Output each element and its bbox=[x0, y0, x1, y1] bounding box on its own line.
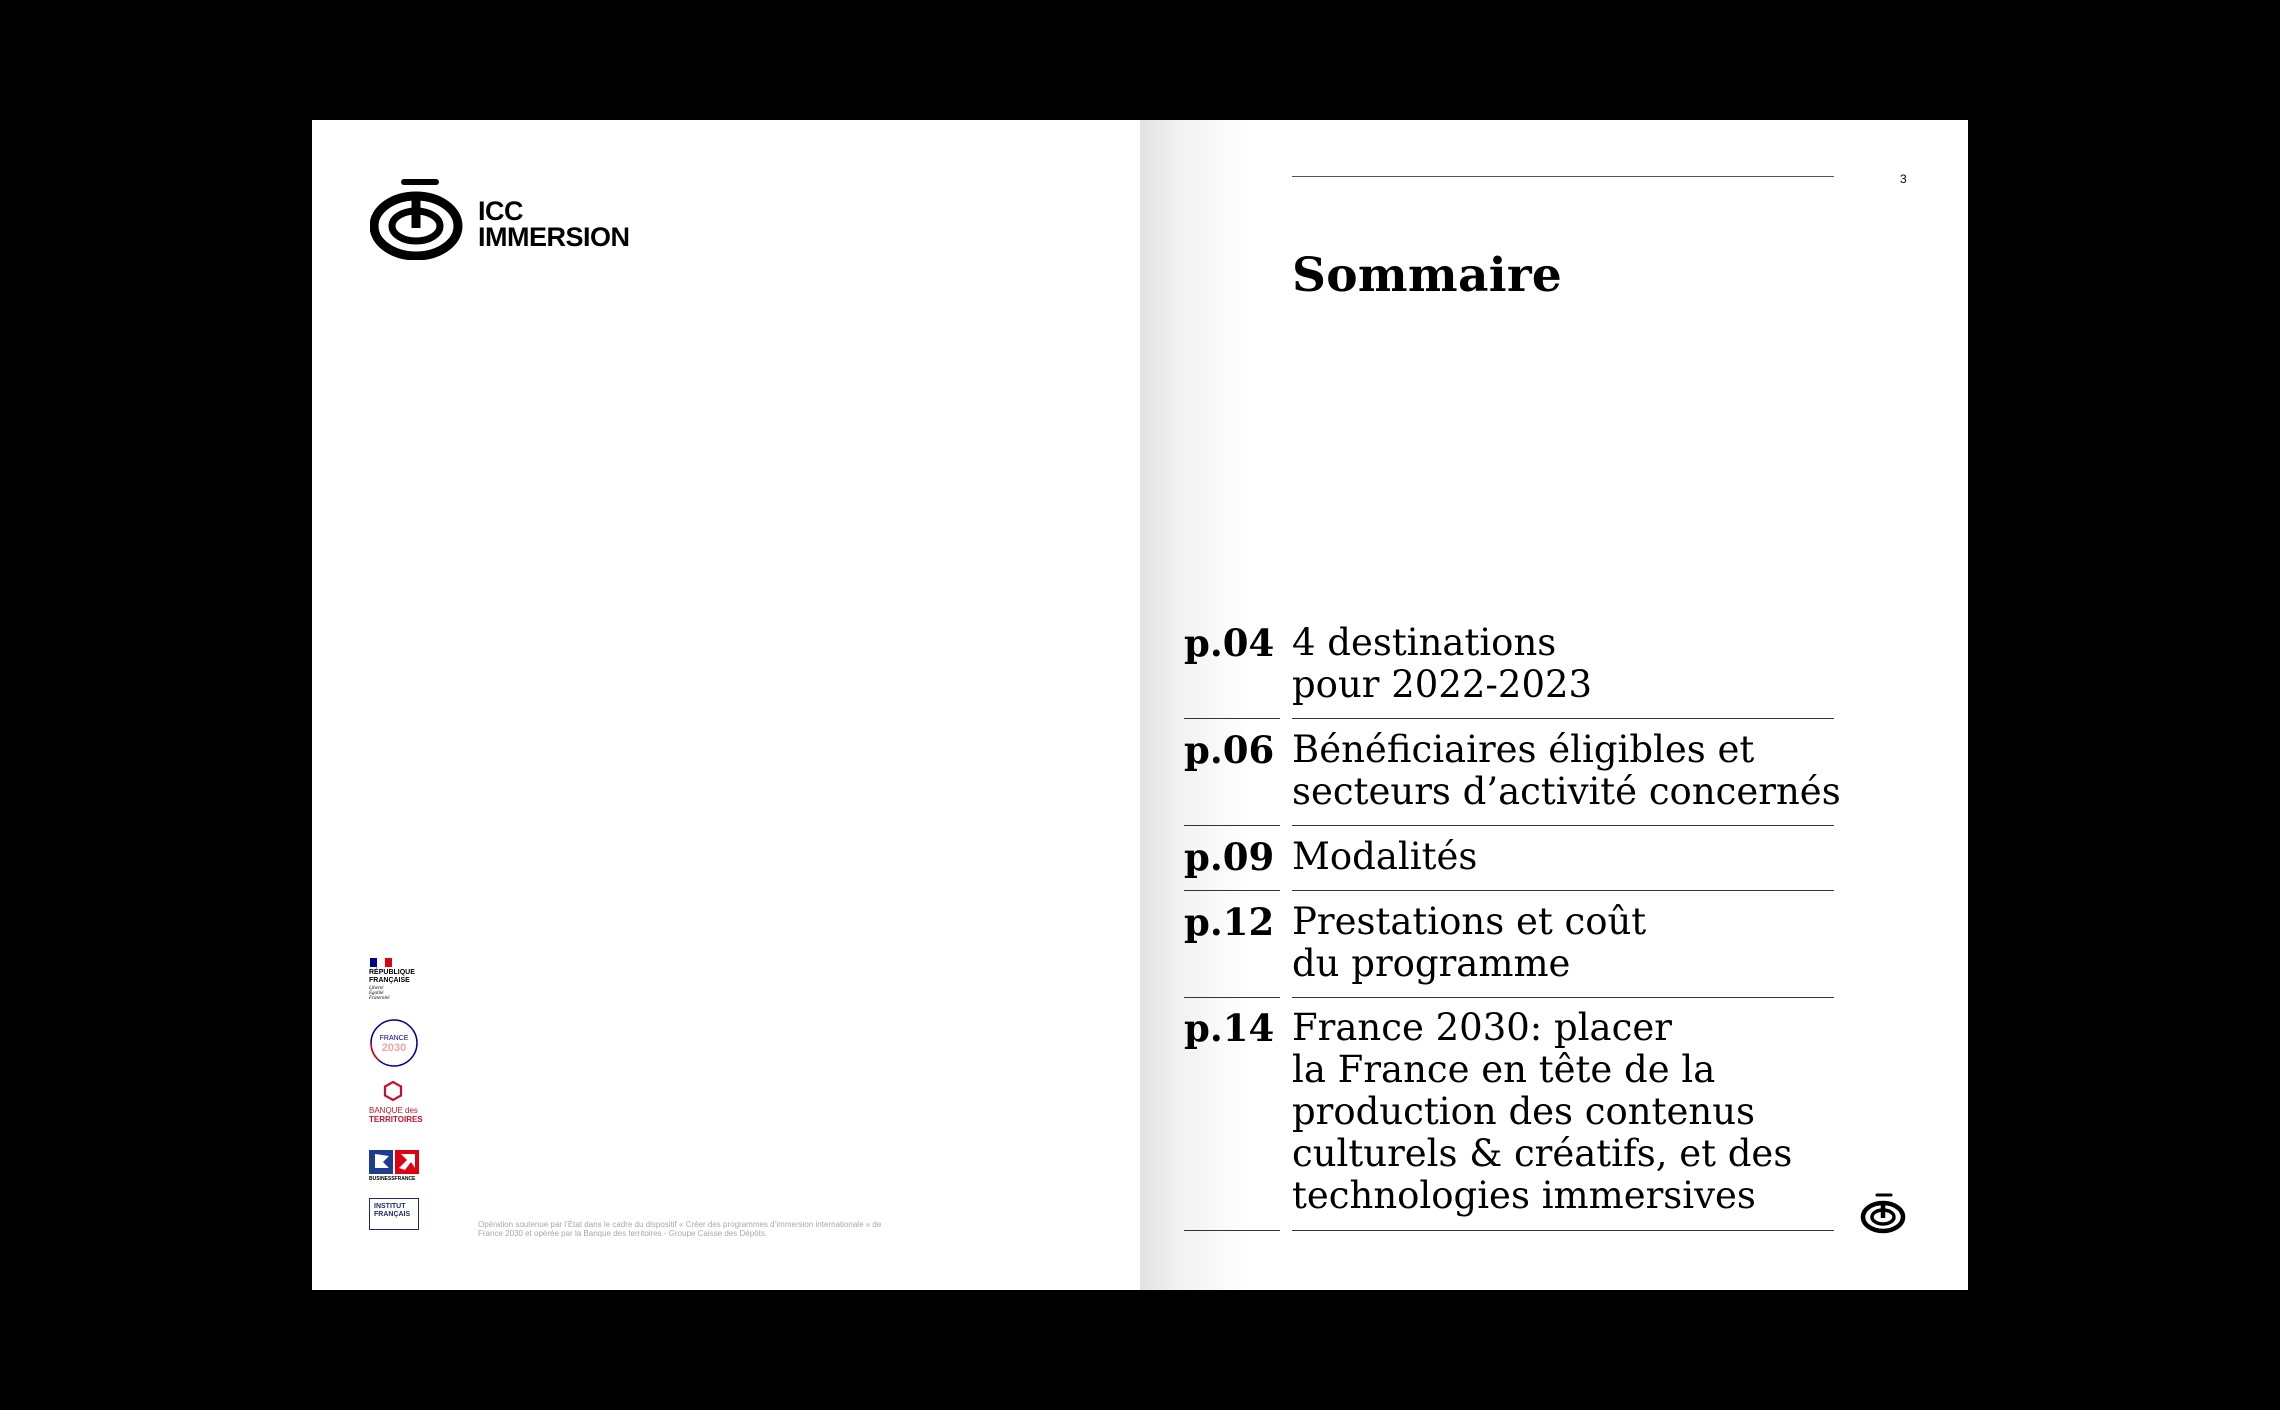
toc-page-number: p.09 bbox=[1184, 835, 1275, 879]
toc-label-line: du programme bbox=[1292, 942, 1571, 985]
logo-line-1: ICC bbox=[478, 196, 523, 226]
brochure-spread bbox=[312, 120, 1968, 1290]
toc-divider bbox=[1292, 718, 1834, 719]
toc-label-line: la France en tête de la bbox=[1292, 1048, 1716, 1091]
toc-page-number: p.04 bbox=[1184, 621, 1275, 665]
banque-des-territoires-logo bbox=[369, 1080, 425, 1132]
toc-label bbox=[1292, 1007, 1852, 1217]
logo-line-2: IMMERSION bbox=[478, 222, 630, 252]
toc-label-line: Modalités bbox=[1292, 835, 1478, 878]
toc-label-line: Bénéficiaires éligibles et bbox=[1292, 728, 1755, 771]
institut-name: INSTITUT FRANÇAIS bbox=[374, 1203, 411, 1218]
french-flag-icon bbox=[370, 958, 392, 967]
republique-motto: Liberté Égalité Fraternité bbox=[369, 986, 390, 1001]
hexagon-icon bbox=[383, 1080, 403, 1102]
business-france-name: BUSINESSFRANCE bbox=[369, 1176, 416, 1182]
banque-line-2: TERRITOIRES bbox=[369, 1115, 423, 1124]
banque-line-1: BANQUE des bbox=[369, 1106, 418, 1115]
toc-label-line: secteurs d’activité concernés bbox=[1292, 770, 1841, 813]
toc-label bbox=[1292, 622, 1852, 706]
icc-logo-icon bbox=[370, 176, 470, 260]
toc-label bbox=[1292, 729, 1852, 813]
republique-francaise-logo bbox=[369, 958, 425, 1008]
toc-divider bbox=[1184, 890, 1280, 891]
toc-label bbox=[1292, 901, 1852, 985]
france-2030-logo bbox=[369, 1018, 419, 1068]
institut-francais-logo bbox=[369, 1198, 419, 1230]
funding-disclaimer: Opération soutenue par l’État dans le cadre du dispositif « Créer des programmes d’immersion internationale » de France 2030 et opérée par la Banque des territoires - Groupe Caisse des Dépôts. bbox=[478, 1220, 882, 1238]
left-page bbox=[312, 120, 1140, 1290]
toc-label-line: pour 2022-2023 bbox=[1292, 663, 1593, 706]
toc-label-line: Prestations et coût bbox=[1292, 900, 1647, 943]
page-number: 3 bbox=[1900, 172, 1907, 186]
toc-divider bbox=[1292, 890, 1834, 891]
toc-divider bbox=[1292, 1230, 1834, 1231]
toc-label-line: 4 destinations bbox=[1292, 621, 1557, 664]
toc-label-line: technologies immersives bbox=[1292, 1174, 1756, 1217]
toc-label-line: France 2030: placer bbox=[1292, 1006, 1672, 1049]
toc-page-number: p.14 bbox=[1184, 1006, 1275, 1050]
republique-name: RÉPUBLIQUE FRANÇAISE bbox=[369, 969, 415, 984]
business-france-icon bbox=[369, 1150, 421, 1174]
business-france-logo bbox=[369, 1150, 421, 1182]
svg-text:FRANCE: FRANCE bbox=[379, 1035, 409, 1042]
logo-wordmark bbox=[478, 198, 630, 250]
toc-divider bbox=[1184, 1230, 1280, 1231]
toc-divider bbox=[1184, 718, 1280, 719]
toc-page-number: p.12 bbox=[1184, 900, 1275, 944]
table-of-contents bbox=[1140, 120, 1968, 1290]
toc-label bbox=[1292, 836, 1852, 878]
toc-divider bbox=[1184, 997, 1280, 998]
svg-text:2030: 2030 bbox=[381, 1042, 407, 1054]
toc-divider bbox=[1292, 997, 1834, 998]
right-page bbox=[1140, 120, 1968, 1290]
toc-page-number: p.06 bbox=[1184, 728, 1275, 772]
page-title: Sommaire bbox=[1292, 248, 1563, 303]
toc-divider bbox=[1184, 825, 1280, 826]
toc-divider bbox=[1292, 825, 1834, 826]
france-2030-icon bbox=[369, 1018, 419, 1068]
toc-label-line: culturels & créatifs, et des bbox=[1292, 1132, 1793, 1175]
toc-label-line: production des contenus bbox=[1292, 1090, 1756, 1133]
icc-mark-icon bbox=[1860, 1192, 1908, 1234]
